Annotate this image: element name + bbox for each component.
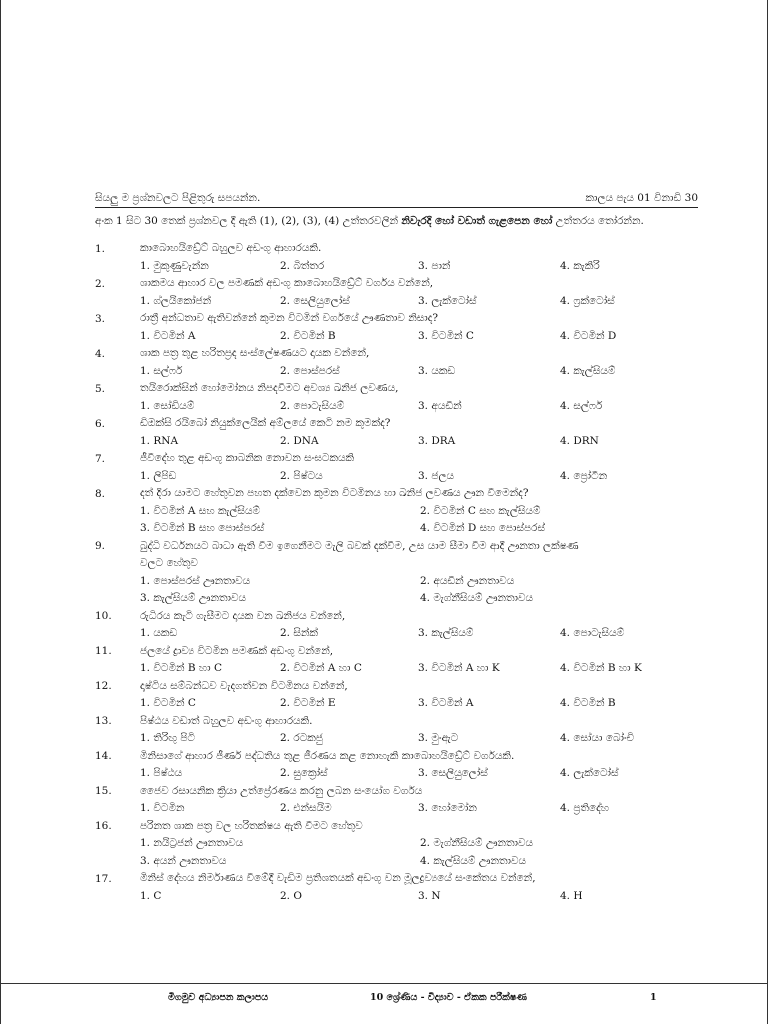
question-text: රුධිරය කැටි ගැසීමට දායක වන ඛනිජය වන්නේ, [140,609,346,622]
answer-option: 3. මුංඇට [418,732,459,745]
question-item [95,818,705,871]
question-line [95,713,705,731]
header-rule [95,207,698,208]
answer-option: 1. C [140,890,162,903]
answer-option: 3. හෝමෝන [418,802,477,815]
answer-option: 1. මුකුණුවැන්න [140,259,209,272]
question-item [95,713,705,748]
answer-option: 1. විටමින් A සහ කැල්සියම් [140,504,261,517]
time-allowed: කාලය පැය 01 විනාඩි 30 [585,192,698,204]
question-number: 12. [95,680,112,693]
question-line [95,240,705,258]
answer-option: 1. RNA [140,435,179,448]
answer-option: 1. සෝඩියම් [140,399,195,412]
answer-options [95,765,705,783]
footer-subject: 10 ශ්‍රේණිය - විද්‍යාව - ඒකක පරීක්ෂණ [370,992,527,1003]
question-list [95,240,705,905]
answer-options [95,730,705,748]
answer-option: 1. තිරිඟු පිටි [140,732,195,745]
question-item [95,345,705,380]
answer-options [95,433,705,451]
answer-option: 2. විටමින් B [280,329,336,342]
answer-option: 2. පිෂ්ටය [280,469,323,482]
answer-option: 2. එන්සයිම [280,802,332,815]
answer-option: 2. පොස්පරස් [280,364,340,377]
question-number: 2. [95,277,106,290]
question-number: 15. [95,785,112,798]
answer-options [95,293,705,311]
answer-option: 4. සෝයා බෝංචි [560,732,635,745]
answer-options [95,363,705,381]
instruction-text: අංක 1 සිට 30 තෙක් ප්‍රශ්නවල දී ඇති (1), (2), (3), (4) උත්තරවලින් [95,215,402,227]
answer-option: 4. විටමින් B හා K [560,662,642,675]
question-number: 10. [95,610,112,623]
answer-option: 3. කැල්සියම් ඌනතාවය [140,592,247,605]
answer-option: 1. පොස්පරස් ඌනතාවය [140,574,251,587]
answer-option: 1. ග්ලයිකෝජන් [140,294,212,307]
question-line [95,608,705,626]
question-text: රාත්‍රී අන්ධතාව ඇතිවන්නේ කුමන විටමින් වර්ගයේ ඌණතාව නිසාද? [140,312,439,325]
answer-option: 2. සින්ක් [280,627,318,640]
question-item [95,485,705,538]
answer-option: 1. පිෂ්ඨය [140,767,183,780]
page-footer [0,990,768,1010]
answer-option: 3. ලැක්ටෝස් [418,294,477,307]
answer-option: 4. ප්‍රෝටීන [560,469,608,482]
question-number: 5. [95,382,106,395]
answer-option: 3. N [418,890,441,903]
question-item [95,538,705,608]
answer-options [95,590,705,608]
answer-option: 4. කැකිරි [560,259,600,272]
answer-options [95,503,705,521]
answer-option: 2. මැග්නීසියම් ඌනතාවය [420,837,534,850]
answer-option: 2. විටමින් E [280,697,336,710]
instruction-emphasis: නිවැරදි හෝ වඩාත් ගැළපෙන හෝ [401,215,553,227]
answer-option: 4. විටමින් B [560,697,616,710]
answer-option: 3. DRA [418,435,456,448]
question-line [95,345,705,363]
answer-option: 2. බිත්තර [280,259,325,272]
question-line [95,643,705,661]
answer-option: 3. සෙලියුලෝස් [418,767,488,780]
footer-divider [0,983,768,984]
question-number: 11. [95,645,112,658]
answer-option: 1. ලිපිඩ [140,469,177,482]
answer-option: 3. විටමින් C [418,329,474,342]
question-item [95,380,705,415]
question-text: පරිනත ශාක පත්‍ර වල හරිතක්ෂය ඇති වීමට හේතුව [140,819,363,832]
answer-option: 4. DRN [560,435,599,448]
question-text: ඩිඔක්සි රයිබෝ නියුක්ලෙයික් අම්ලයේ කෙටි නම කුමක්ද? [140,417,391,430]
question-text: ශාක පත්‍ර තුළ හරිතප්‍රද සංස්ලේෂණයට දායක වන්නේ, [140,347,370,360]
answer-option: 4. විටමින් D සහ පොස්පරස් [420,522,546,535]
general-instruction: සියලු ම ප්‍රශ්නවලට පිළිතුරු සපයන්න. [95,192,261,204]
question-text: දත් දිරා යාමට හේතුවන පහත දක්වෙන කුමන විටමිනය හා ඛනිජ ලවණය ඌන වීමෙන්ද? [140,487,529,500]
answer-options [95,520,705,538]
question-text: තයිරොක්සින් හෝමෝනය නිපදවීමට අවශ්‍ය ඛනිජ ලවණය, [140,382,399,395]
question-number: 7. [95,452,106,465]
answer-option: 3. පාන් [418,259,451,272]
question-line [95,310,705,328]
page-number: 1 [650,992,657,1003]
answer-options [95,258,705,276]
answer-option: 2. DNA [280,435,319,448]
question-line [95,678,705,696]
question-number: 6. [95,417,106,430]
answer-option: 4. ලැක්ටෝස් [560,767,619,780]
question-item [95,415,705,450]
answer-options [95,835,705,853]
answer-option: 1. නයිට්‍රජන් ඌනතාවය [140,837,244,850]
answer-options [95,660,705,678]
question-item [95,748,705,783]
question-text: මිනිස් දේහය නිර්මාණය වීමේදී වැඩිම ප්‍රතිශතයක් අඩංගු වන මූලද්‍රව්‍යයේ සංකේතය වන්නේ, [140,872,536,885]
answer-option: 4. කැල්සියම් [560,364,616,377]
answer-option: 3. විටමින් A හා K [418,662,500,675]
question-number: 8. [95,487,106,500]
mcq-instruction [95,215,715,228]
question-item [95,870,705,905]
question-number: 14. [95,750,112,763]
answer-option: 4. විටමින් D [560,329,617,342]
question-item [95,608,705,643]
answer-option: 2. සුක්‍රෝස් [280,767,328,780]
answer-option: 3. යකඩ [418,364,456,377]
answer-option: 2. රටකජු [280,732,323,745]
question-number: 13. [95,715,112,728]
answer-option: 4. H [560,890,583,903]
question-number: 3. [95,312,106,325]
question-line [95,380,705,398]
answer-option: 2. විටමින් C සහ කැල්සියම් [420,504,541,517]
question-text: මිනිසාගේ ආහාර ජීර්ණ පද්ධතිය තුළ ජීරණය කළ නොහැකි කාබොහයිඩ්‍රේට් වර්ගයකි. [140,749,515,762]
answer-options [95,800,705,818]
answer-option: 4. සල්ෆර් [560,399,603,412]
answer-option: 3. විටමින් B සහ පොස්පරස් [140,522,265,535]
question-text-continued: වලට හේතුව [140,557,198,570]
question-text: කාබොහයිඩ්‍රේට් බහුලව අඩංගු ආහාරයකි. [140,242,322,255]
answer-option: 1. විටමින් B හා C [140,662,223,675]
question-line [95,450,705,468]
question-line [95,275,705,293]
question-item [95,450,705,485]
question-text: ජෛව රසායනික ක්‍රියා උත්ප්‍රේරණය කරනු ලබන සංයෝග වර්ගය [140,784,423,797]
answer-option: 3. විටමින් A [418,697,474,710]
answer-option: 4. ප්‍රතිදේහ [560,802,610,815]
answer-options [95,398,705,416]
answer-options [95,625,705,643]
question-line [95,748,705,766]
question-item [95,310,705,345]
answer-option: 2. පොටැසියම් [280,399,345,412]
question-line [95,415,705,433]
question-text: බුද්ධි වර්ධනයට බාධා ඇති වීම ඉගෙනීමට මැලි බවක් දක්වීම, උස යාම සීමා වීම ආදී ඌනතා ලක්ෂණ [140,539,579,552]
answer-option: 3. ජලය [418,469,455,482]
question-text: දෘෂ්ටිය සම්බන්ධව වැදගත්වන විටමිනය වන්නේ, [140,679,348,692]
answer-option: 3. කැල්සියම් [418,627,474,640]
page-border-left [0,0,1,1024]
answer-option: 4. කැල්සියම් ඌනතාවය [420,854,527,867]
answer-option: 2. අයඩීන් ඌනතාවය [420,574,515,587]
answer-option: 1. සල්ෆර් [140,364,183,377]
answer-option: 2. O [280,890,302,903]
question-text: ජීවීදේහ තුළ අඩංගු කාබනික නොවන සංඝටකයකි [140,452,355,465]
answer-option: 2. සෙලියුලෝස් [280,294,350,307]
answer-options [95,328,705,346]
question-item [95,783,705,818]
footer-zone: මිගමුව අධ්‍යාපන කලාපය [168,992,269,1003]
question-text: පිෂ්ඨය වඩාත් බහුලව අඩංගු ආහාරයකි. [140,714,313,727]
answer-options [95,573,705,591]
answer-option: 4. මැග්නීසියම් ඌනතාවය [420,592,534,605]
question-item [95,643,705,678]
question-item [95,275,705,310]
answer-option: 4. පොටැසියම් [560,627,625,640]
question-line [95,783,705,801]
question-item [95,678,705,713]
question-number: 9. [95,540,106,553]
answer-options [95,888,705,906]
question-line [95,870,705,888]
answer-option: 4. ෆ්‍රක්ටෝස් [560,294,615,307]
question-number: 4. [95,347,106,360]
question-line [95,538,705,556]
answer-options [95,695,705,713]
answer-options [95,468,705,486]
answer-option: 1. විටමින් C [140,697,196,710]
question-item [95,240,705,275]
question-line [95,485,705,503]
answer-option: 3. අයඩීන් [418,399,462,412]
answer-option: 2. විටමින් A හා C [280,662,362,675]
question-number: 17. [95,872,112,885]
question-text: ශාකමය ආහාර වල පමණක් අඩංගු කාබොහයිඩ්‍රේට් වර්ගය වන්නේ, [140,277,434,290]
question-number: 16. [95,820,112,833]
question-line [95,818,705,836]
answer-option: 1. විටමින් A [140,329,196,342]
answer-options [95,853,705,871]
answer-option: 1. විටමින [140,802,185,815]
question-text: ජලයේ ද්‍රාව්‍ය විටමින පමණක් අඩංගු වන්නේ, [140,644,334,657]
answer-option: 3. අයන් ඌනතාවය [140,854,227,867]
instruction-text-end: උත්තරය තෝරන්න. [552,215,644,227]
question-number: 1. [95,242,106,255]
answer-option: 1. යකඩ [140,627,178,640]
paper-header [95,192,698,205]
